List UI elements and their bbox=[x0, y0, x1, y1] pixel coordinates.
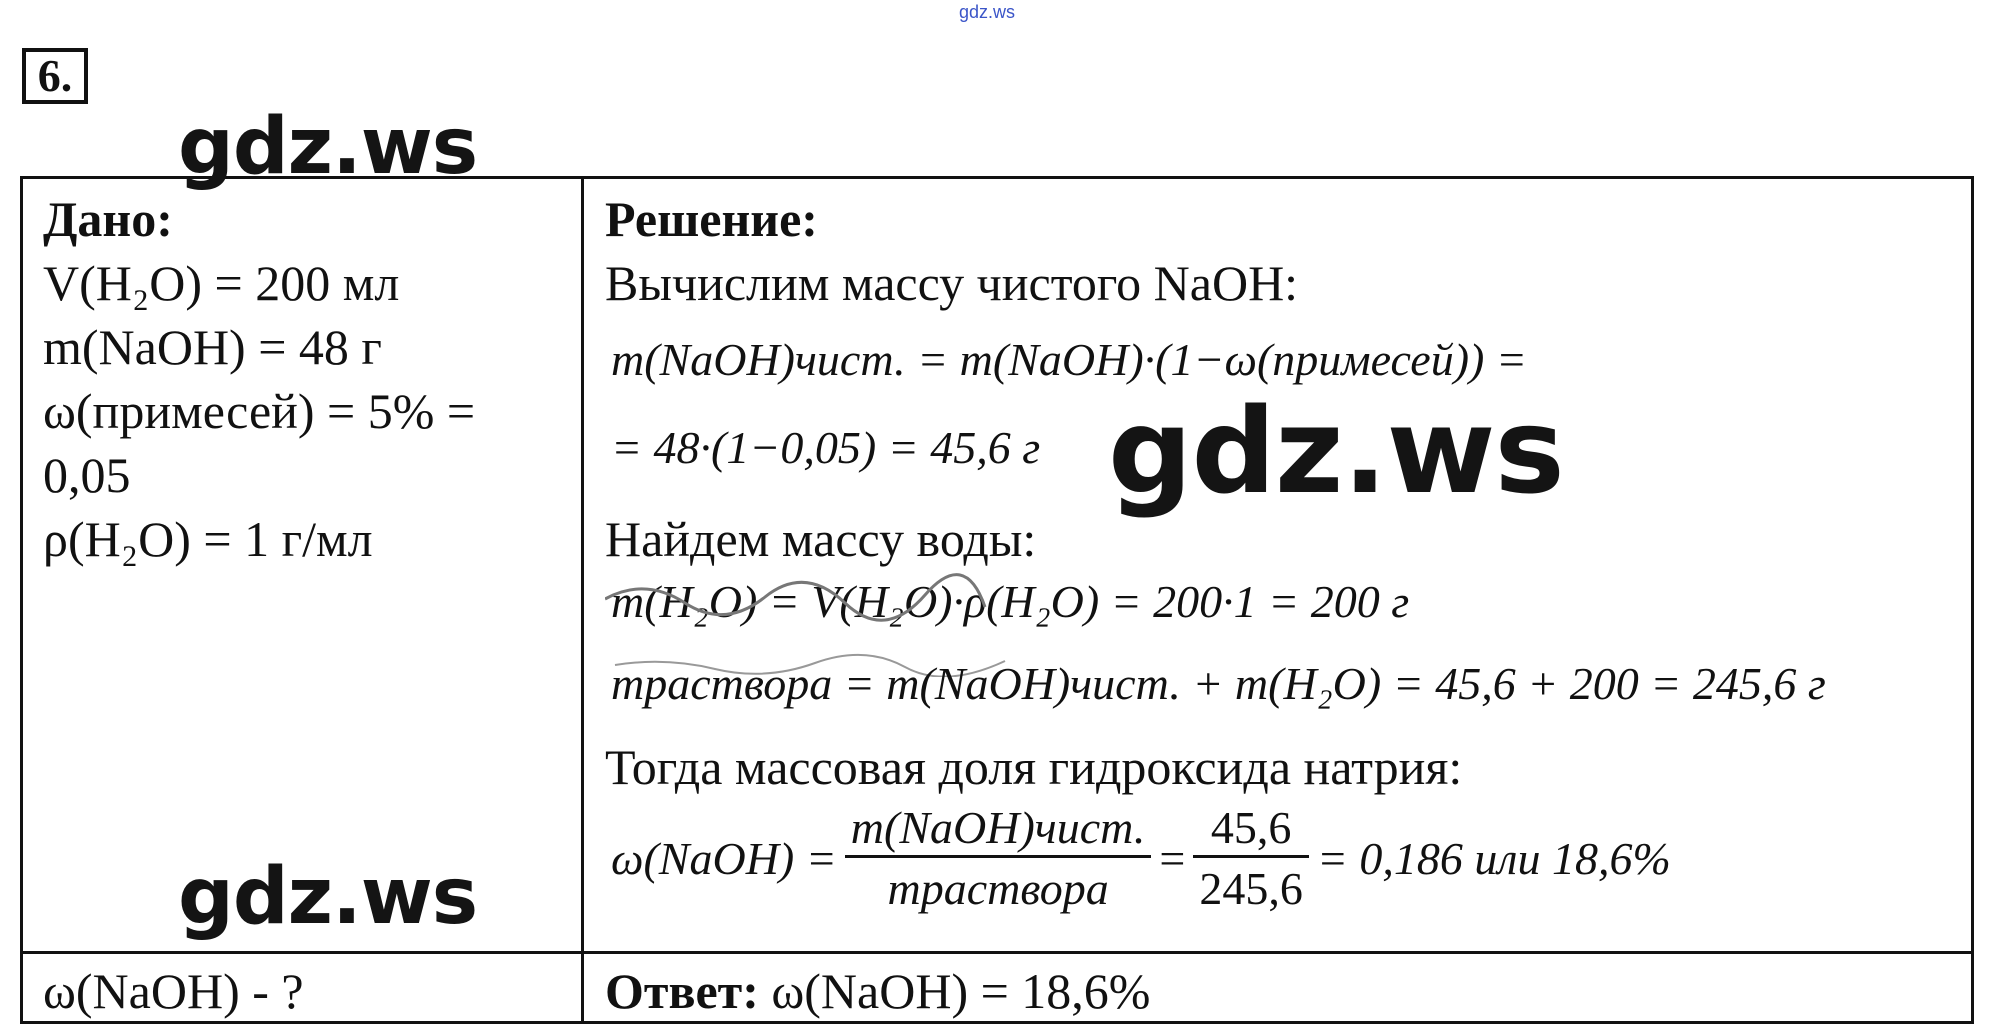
task-number: 6. bbox=[22, 48, 88, 104]
given-section bbox=[43, 187, 573, 571]
given-header: Дано: bbox=[43, 191, 173, 247]
answer-line bbox=[605, 961, 1150, 1021]
formula-mass-fraction-left: ω(NaOH) = bbox=[611, 832, 837, 884]
watermark-logo-1: gdz.ws bbox=[178, 102, 478, 192]
formula-mass-fraction-result: = 0,186 или 18,6% bbox=[1316, 832, 1671, 884]
formula-pure-mass-result: = 48·(1−0,05) = 45,6 г bbox=[611, 422, 1041, 473]
fraction-symbolic bbox=[845, 802, 1152, 914]
equals-sign: = bbox=[1159, 832, 1186, 884]
fraction-symbolic-denominator: mраствора bbox=[887, 863, 1109, 914]
solution-text-water: Найдем массу воды: bbox=[605, 511, 1037, 567]
watermark-logo-3: gdz.ws bbox=[178, 852, 478, 942]
given-line-density: ρ(H₂O) = 1 г/мл bbox=[43, 511, 373, 567]
given-line-mass: m(NaOH) = 48 г bbox=[43, 319, 382, 375]
given-line-impurity: ω(примесей) = 5% = bbox=[43, 383, 476, 439]
row-divider bbox=[23, 951, 1971, 954]
formula-mass-fraction bbox=[611, 802, 1671, 914]
given-line-volume: V(H₂O) = 200 мл bbox=[43, 255, 400, 311]
column-divider bbox=[581, 179, 584, 1021]
fraction-symbolic-numerator: m(NaOH)чист. bbox=[850, 802, 1146, 853]
fraction-numeric-numerator: 45,6 bbox=[1210, 802, 1292, 853]
watermark-logo-2: gdz.ws bbox=[1108, 382, 1564, 520]
formula-water-mass: m(H₂O) = V(H₂O)·ρ(H₂O) = 200·1 = 200 г bbox=[611, 576, 1410, 627]
formula-pure-mass: m(NaOH)чист. = m(NaOH)·(1−ω(примесей)) = bbox=[611, 334, 1527, 385]
fraction-numeric bbox=[1193, 802, 1309, 914]
solution-text-fraction: Тогда массовая доля гидроксида натрия: bbox=[605, 739, 1463, 795]
fraction-numeric-denominator: 245,6 bbox=[1199, 863, 1303, 914]
site-watermark-top: gdz.ws bbox=[958, 2, 1016, 22]
solution-text-pure-mass: Вычислим массу чистого NaOH: bbox=[605, 255, 1299, 311]
formula-solution-mass: mраствора = m(NaOH)чист. + m(H₂O) = 45,6 + 200 = 245,6 г bbox=[611, 658, 1826, 709]
solution-header: Решение: bbox=[605, 191, 818, 247]
given-line-impurity-value: 0,05 bbox=[43, 447, 131, 503]
find-unknown: ω(NaOH) - ? bbox=[43, 963, 304, 1019]
answer-label: Ответ: bbox=[605, 963, 759, 1019]
answer-value: ω(NaOH) = 18,6% bbox=[771, 963, 1151, 1019]
